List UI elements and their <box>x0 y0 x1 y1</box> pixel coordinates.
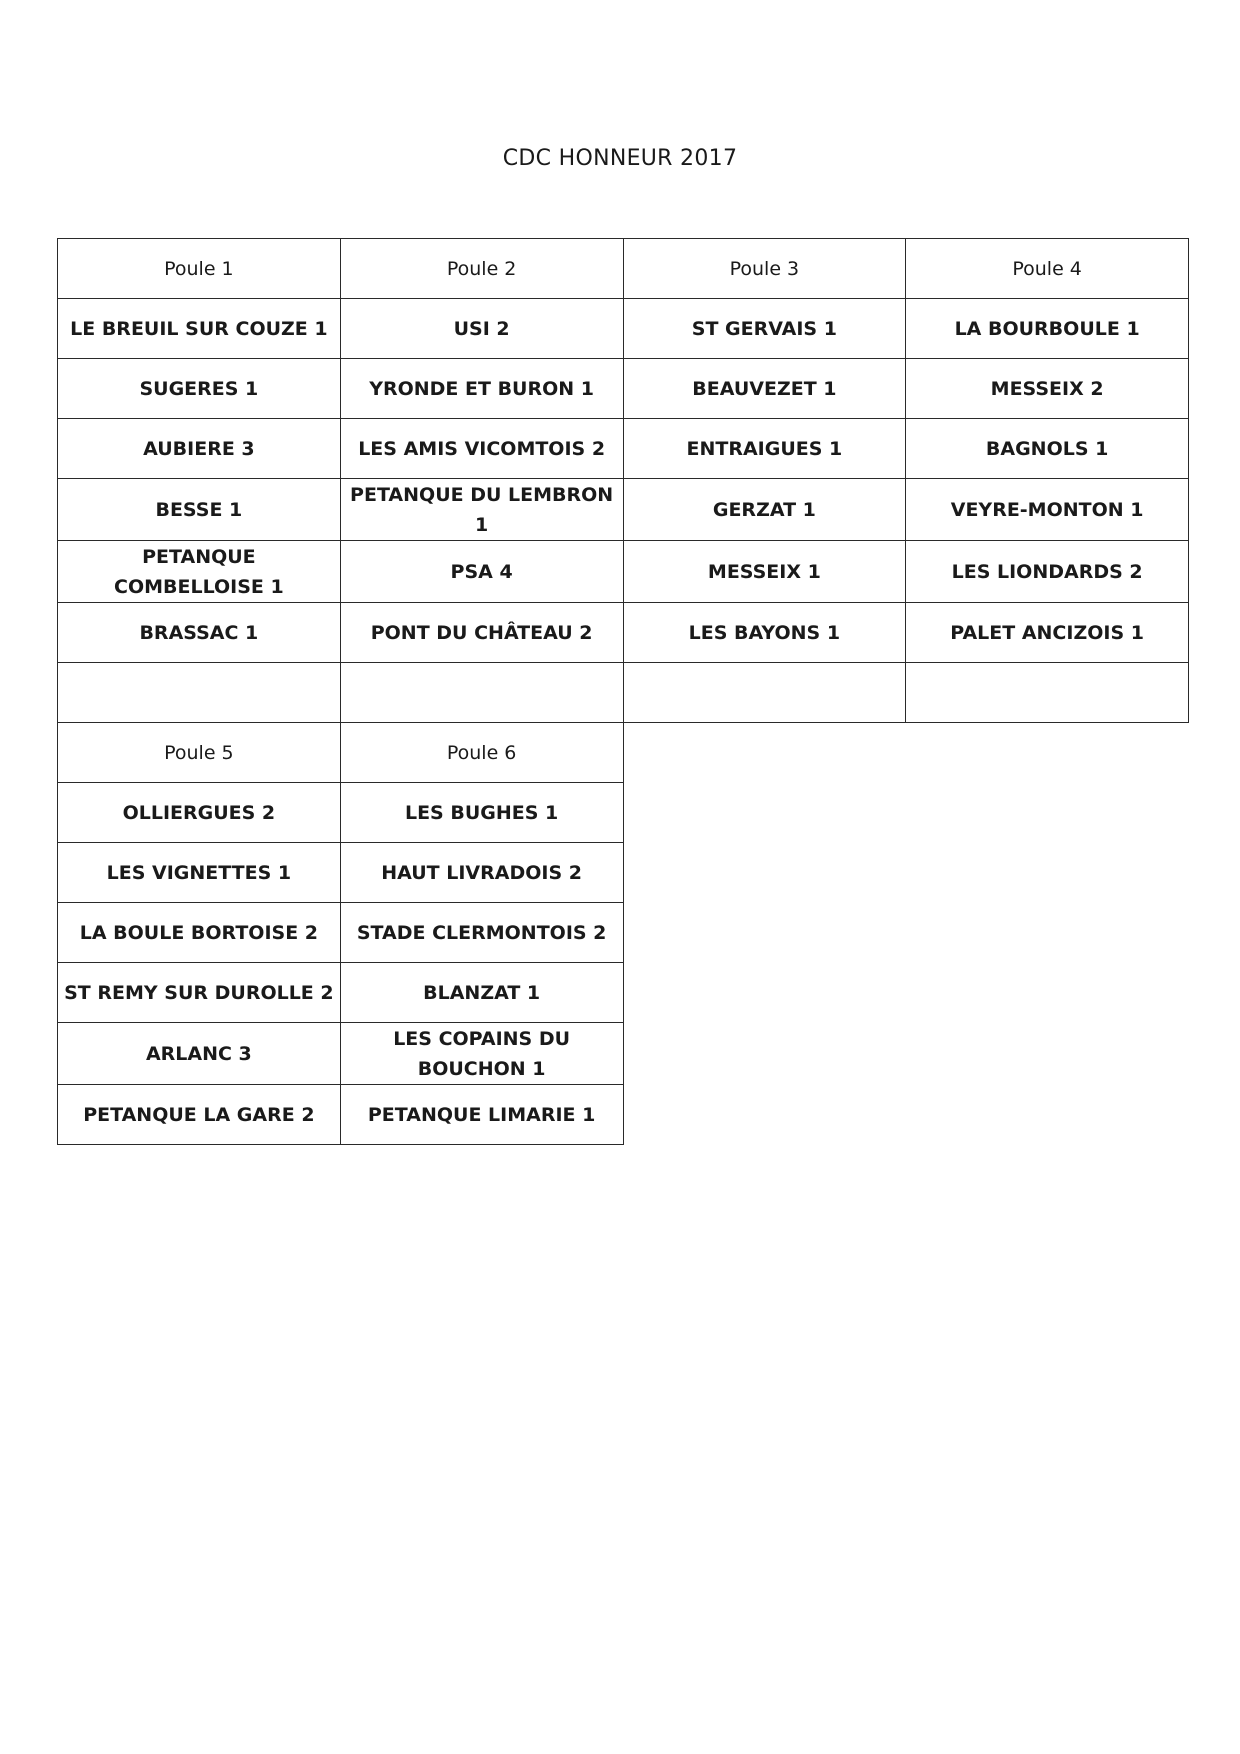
empty-cell <box>623 663 906 723</box>
pool-header: Poule 2 <box>340 239 623 299</box>
team-cell: LES LIONDARDS 2 <box>906 541 1189 603</box>
pools-table-1-to-4 <box>57 238 1189 723</box>
blank-area <box>906 723 1189 783</box>
team-cell: PSA 4 <box>340 541 623 603</box>
table-row <box>58 419 1189 479</box>
team-cell: VEYRE-MONTON 1 <box>906 479 1189 541</box>
table-row <box>58 783 1189 843</box>
team-cell: STADE CLERMONTOIS 2 <box>340 903 623 963</box>
team-cell: LA BOURBOULE 1 <box>906 299 1189 359</box>
team-cell: PONT DU CHÂTEAU 2 <box>340 603 623 663</box>
team-cell: LES COPAINS DU BOUCHON 1 <box>340 1023 623 1085</box>
table-header-row <box>58 723 1189 783</box>
team-cell: AUBIERE 3 <box>58 419 341 479</box>
blank-area <box>906 903 1189 963</box>
blank-area <box>623 723 906 783</box>
table-row-empty <box>58 663 1189 723</box>
team-cell: LES BUGHES 1 <box>340 783 623 843</box>
team-cell: LES AMIS VICOMTOIS 2 <box>340 419 623 479</box>
blank-area <box>623 843 906 903</box>
team-cell: ENTRAIGUES 1 <box>623 419 906 479</box>
team-cell: LA BOULE BORTOISE 2 <box>58 903 341 963</box>
table-row <box>58 1085 1189 1145</box>
pool-header: Poule 3 <box>623 239 906 299</box>
blank-area <box>906 1085 1189 1145</box>
blank-area <box>623 1085 906 1145</box>
team-cell: PETANQUE DU LEMBRON 1 <box>340 479 623 541</box>
pools-table-5-to-6 <box>57 722 1189 1145</box>
blank-area <box>906 843 1189 903</box>
page-title: CDC HONNEUR 2017 <box>502 146 738 171</box>
pool-header: Poule 6 <box>340 723 623 783</box>
blank-area <box>623 903 906 963</box>
table-row <box>58 541 1189 603</box>
blank-area <box>623 963 906 1023</box>
table-header-row <box>58 239 1189 299</box>
empty-cell <box>58 663 341 723</box>
team-cell: ST GERVAIS 1 <box>623 299 906 359</box>
team-cell: HAUT LIVRADOIS 2 <box>340 843 623 903</box>
blank-area <box>623 783 906 843</box>
blank-area <box>906 963 1189 1023</box>
table-row <box>58 963 1189 1023</box>
team-cell: YRONDE ET BURON 1 <box>340 359 623 419</box>
team-cell: PETANQUE LA GARE 2 <box>58 1085 341 1145</box>
team-cell: OLLIERGUES 2 <box>58 783 341 843</box>
team-cell: GERZAT 1 <box>623 479 906 541</box>
team-cell: USI 2 <box>340 299 623 359</box>
team-cell: BESSE 1 <box>58 479 341 541</box>
pool-header: Poule 1 <box>58 239 341 299</box>
blank-area <box>906 783 1189 843</box>
empty-cell <box>906 663 1189 723</box>
table-row <box>58 603 1189 663</box>
team-cell: PALET ANCIZOIS 1 <box>906 603 1189 663</box>
pool-header: Poule 4 <box>906 239 1189 299</box>
team-cell: ST REMY SUR DUROLLE 2 <box>58 963 341 1023</box>
team-cell: BLANZAT 1 <box>340 963 623 1023</box>
team-cell: PETANQUE LIMARIE 1 <box>340 1085 623 1145</box>
table-row <box>58 843 1189 903</box>
table-row <box>58 359 1189 419</box>
empty-cell <box>340 663 623 723</box>
team-cell: BAGNOLS 1 <box>906 419 1189 479</box>
team-cell: LE BREUIL SUR COUZE 1 <box>58 299 341 359</box>
table-row <box>58 299 1189 359</box>
team-cell: MESSEIX 2 <box>906 359 1189 419</box>
table-row <box>58 1023 1189 1085</box>
pool-header: Poule 5 <box>58 723 341 783</box>
team-cell: LES BAYONS 1 <box>623 603 906 663</box>
team-cell: MESSEIX 1 <box>623 541 906 603</box>
team-cell: PETANQUE COMBELLOISE 1 <box>58 541 341 603</box>
table-row <box>58 903 1189 963</box>
team-cell: BRASSAC 1 <box>58 603 341 663</box>
blank-area <box>906 1023 1189 1085</box>
team-cell: BEAUVEZET 1 <box>623 359 906 419</box>
table-row <box>58 479 1189 541</box>
blank-area <box>623 1023 906 1085</box>
team-cell: ARLANC 3 <box>58 1023 341 1085</box>
team-cell: LES VIGNETTES 1 <box>58 843 341 903</box>
team-cell: SUGERES 1 <box>58 359 341 419</box>
